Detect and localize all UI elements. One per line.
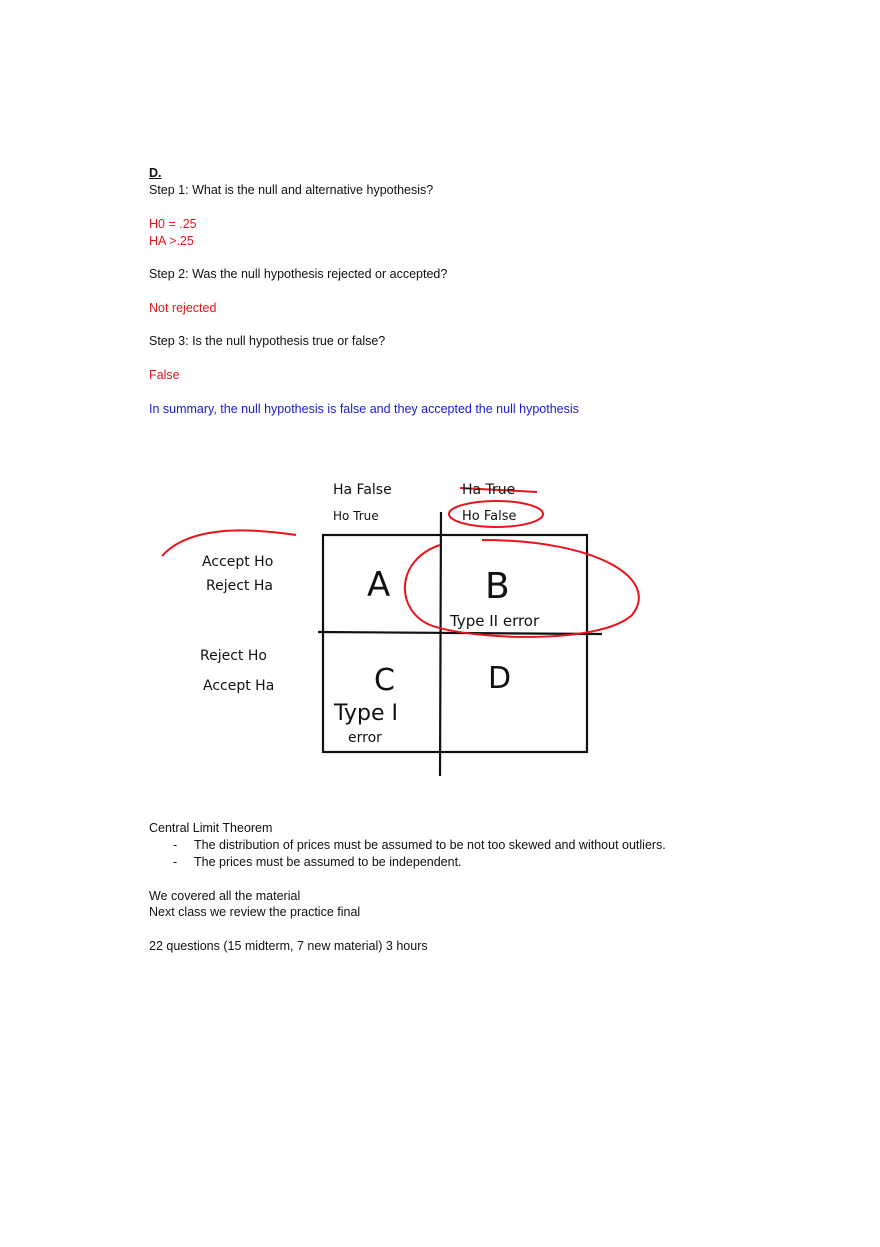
section-heading: D. [149,166,162,180]
row2-label-1: Reject Ho [200,648,267,664]
clt-bullet: The prices must be assumed to be independent. [194,855,462,869]
red-stroke [162,530,296,556]
diagram-vertical-line [440,512,441,776]
summary: In summary, the null hypothesis is false and they accepted the null hypothesis [149,402,579,416]
cell-c-note-2: error [348,730,382,746]
bullet-marker: - [173,838,178,852]
cell-b: B [485,566,510,607]
step1-question: Step 1: What is the null and alternative hypothesis? [149,183,434,197]
step2-answer: Not rejected [149,301,217,315]
clt-title: Central Limit Theorem [149,821,273,835]
clt-bullet: The distribution of prices must be assumed to be not too skewed and without outliers. [194,838,666,852]
step3-question: Step 3: Is the null hypothesis true or false? [149,334,386,348]
alternative-hypothesis: HA >.25 [149,234,194,248]
bullet-marker: - [173,855,178,869]
row1-label-2: Reject Ha [206,578,273,594]
note-line: We covered all the material [149,889,301,903]
note-line: 22 questions (15 midterm, 7 new material) 3 hours [149,939,428,953]
col2-label-2: Ho False [462,509,517,524]
note-line: Next class we review the practice final [149,905,361,919]
step2-question: Step 2: Was the null hypothesis rejected or accepted? [149,267,448,281]
step3-answer: False [149,368,180,382]
col1-label-2: Ho True [333,509,379,523]
cell-b-note: Type II error [450,612,540,630]
row1-label-1: Accept Ho [202,554,274,570]
cell-c: C [374,663,395,698]
cell-a: A [367,565,391,605]
row2-label-2: Accept Ha [203,678,275,694]
cell-c-note-1: Type I [334,701,399,726]
col2-label-1: Ha True [462,482,516,498]
null-hypothesis: H0 = .25 [149,217,197,231]
cell-d: D [488,661,512,696]
col1-label-1: Ha False [333,482,392,498]
